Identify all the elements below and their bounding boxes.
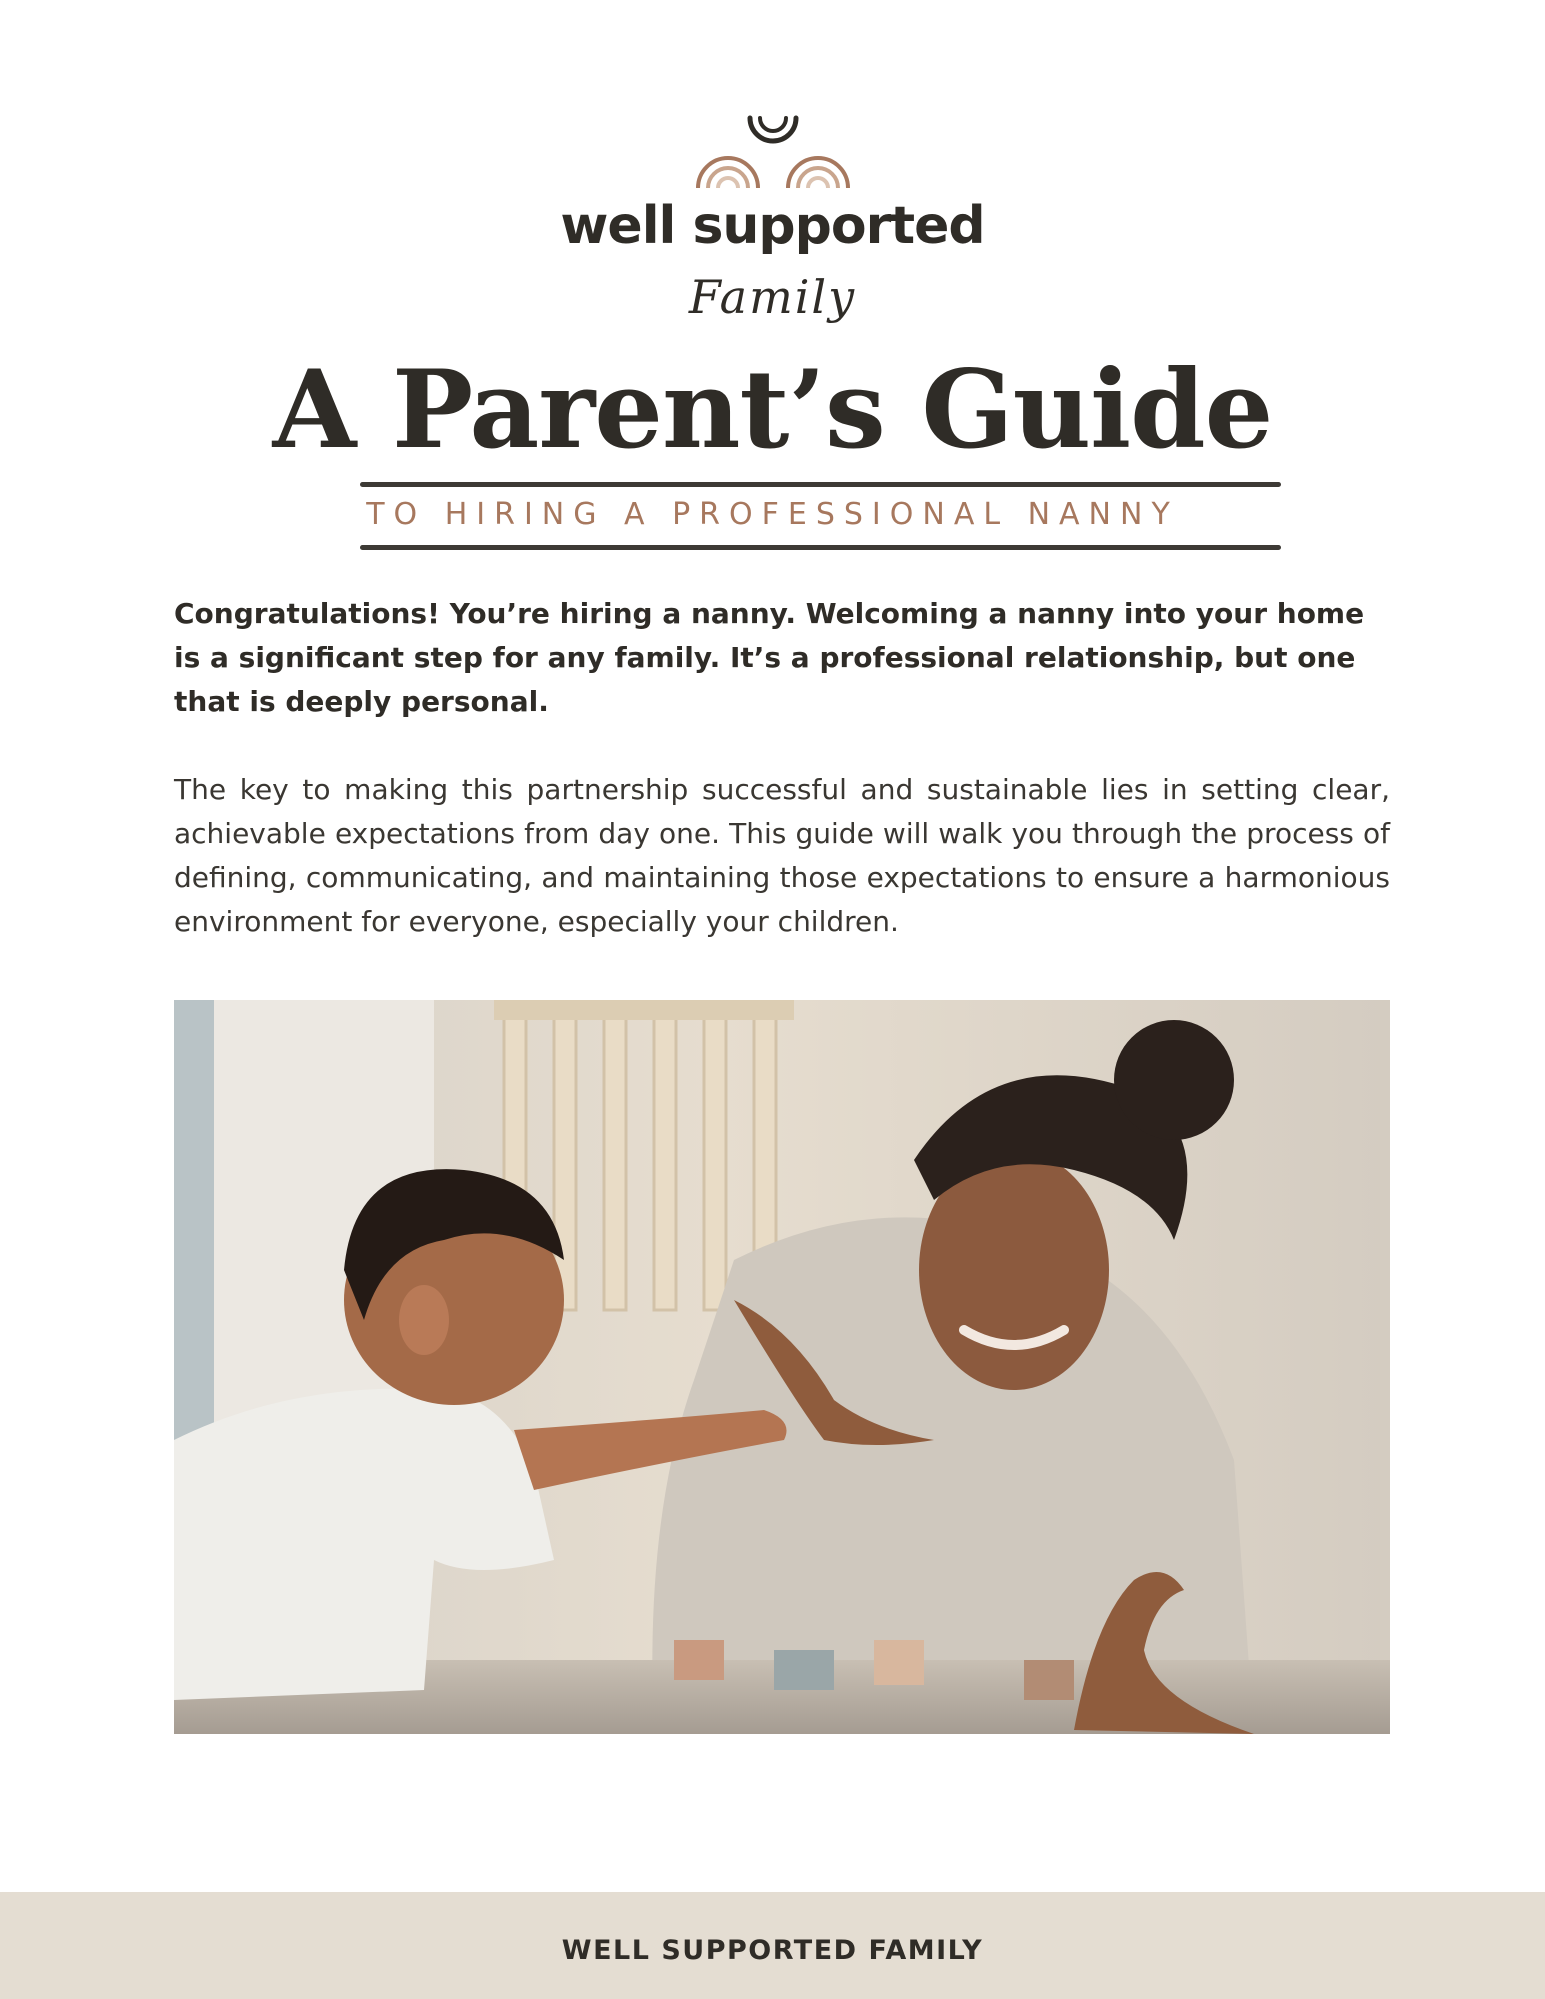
nanny-child-photo bbox=[174, 1000, 1390, 1734]
logo-arcs-icon bbox=[688, 110, 858, 192]
title-rule-top bbox=[360, 482, 1281, 487]
logo-script-text: Family bbox=[688, 270, 857, 324]
page-subtitle: TO HIRING A PROFESSIONAL NANNY bbox=[366, 497, 1179, 532]
logo bbox=[0, 110, 1545, 192]
body-paragraph: The key to making this partnership successful and sustainable lies in setting clear, achievable expectations from day one. This guide will walk you through the process of defining, communicating, and maintaining those expectations to ensure a harmonious environment for everyone, especially your children. bbox=[174, 773, 1390, 938]
logo-wordmark: well supported bbox=[560, 196, 985, 256]
footer-brand-text: WELL SUPPORTED FAMILY bbox=[561, 1935, 984, 1966]
title-rule-bottom bbox=[360, 545, 1281, 550]
photo-illustration bbox=[174, 1000, 1390, 1734]
page-title: A Parent’s Guide bbox=[272, 347, 1273, 473]
intro-paragraph: Congratulations! You’re hiring a nanny. Welcoming a nanny into your home is a significant step for any family. It’s a professional relationship, but one that is deeply personal. bbox=[174, 597, 1365, 718]
